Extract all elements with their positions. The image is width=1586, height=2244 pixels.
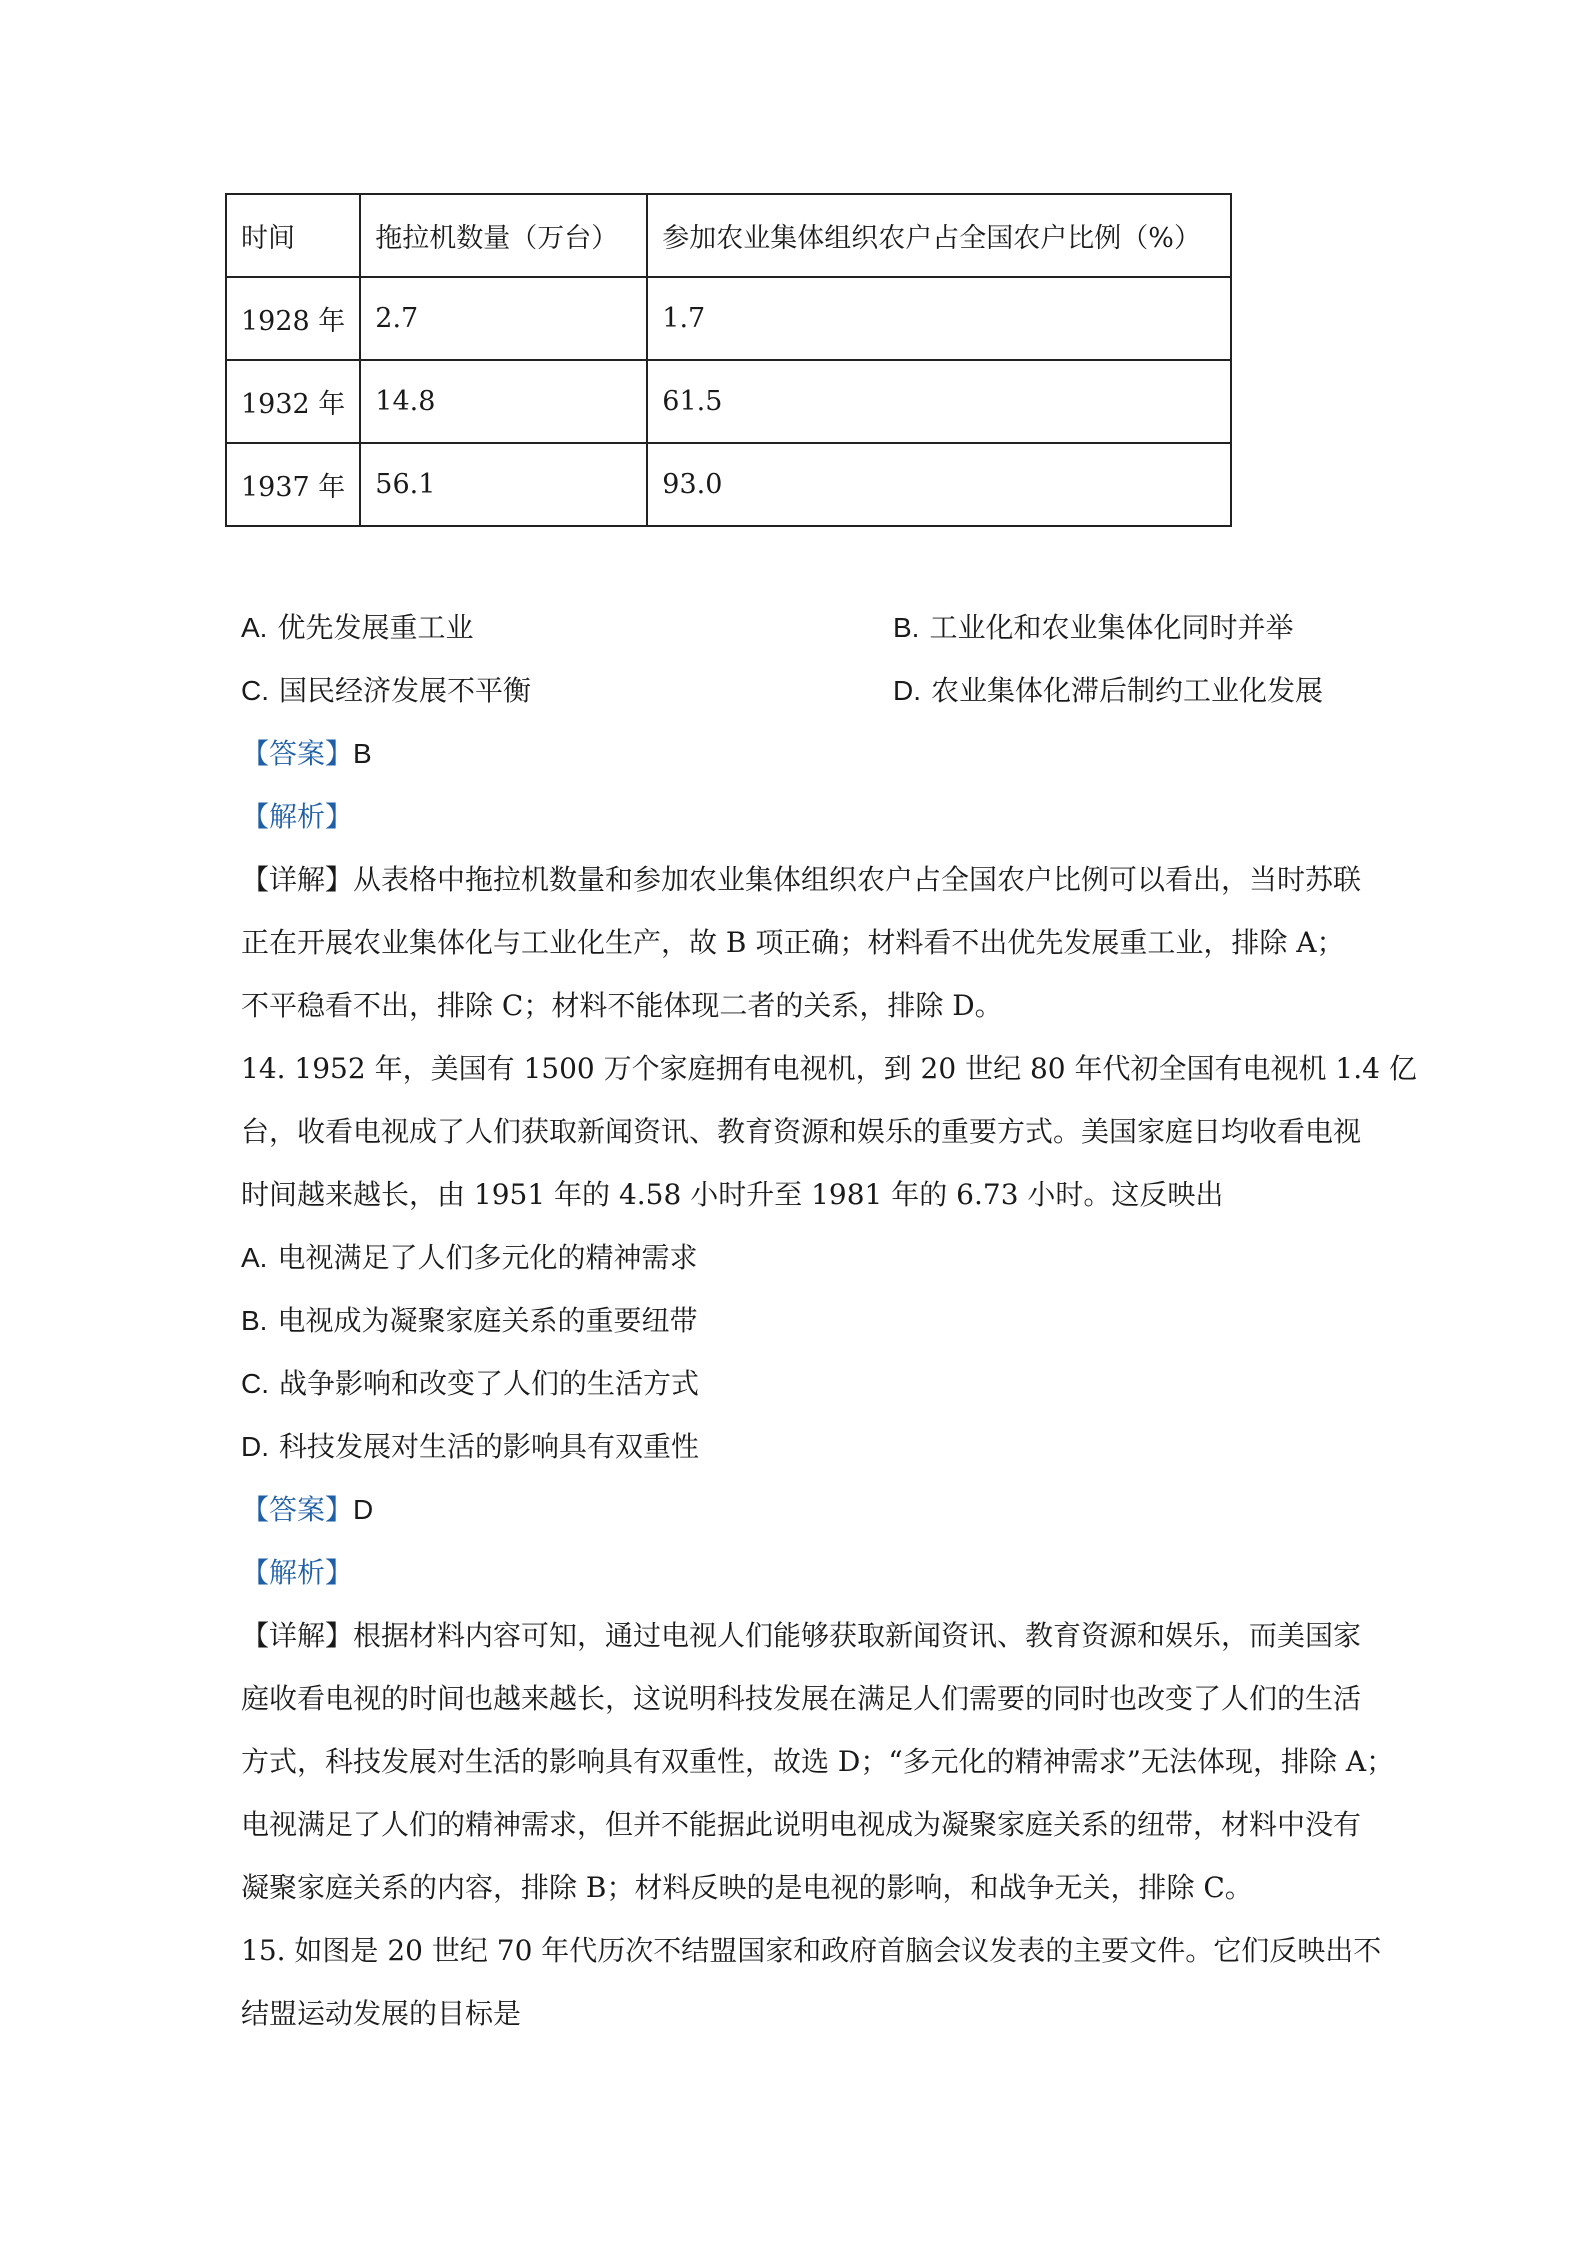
table-cell: 1928 年 [226, 277, 360, 360]
option-text: 电视满足了人们多元化的精神需求 [277, 1241, 698, 1274]
q14-stem-line: 台，收看电视成了人们获取新闻资讯、教育资源和娱乐的重要方式。美国家庭日均收看电视 [241, 1115, 1362, 1148]
q14-detail-line: 电视满足了人们的精神需求，但并不能据此说明电视成为凝聚家庭关系的纽带，材料中没有 [241, 1808, 1362, 1841]
q15-stem-line: 15. 如图是 20 世纪 70 年代历次不结盟国家和政府首脑会议发表的主要文件。它们反映出不 [241, 1934, 1382, 1967]
analysis-tag: 【解析】 [241, 800, 354, 833]
option-text: 科技发展对生活的影响具有双重性 [279, 1430, 700, 1463]
q14-detail-line: 方式，科技发展对生活的影响具有双重性，故选 D；“多元化的精神需求”无法体现，排除 A； [241, 1745, 1395, 1778]
q15-stem-line: 结盟运动发展的目标是 [241, 1997, 522, 2030]
q13-option-b [893, 608, 1293, 648]
q13-option-c [241, 671, 531, 711]
q14-answer [241, 1490, 373, 1530]
table-cell: 1932 年 [226, 360, 360, 443]
q14-detail-line: 庭收看电视的时间也越来越长，这说明科技发展在满足人们需要的同时也改变了人们的生活 [241, 1682, 1362, 1715]
table-row [226, 360, 1231, 443]
q13-detail-line: 【详解】从表格中拖拉机数量和参加农业集体组织农户占全国农户比例可以看出，当时苏联 [241, 863, 1362, 896]
q14-detail-line: 凝聚家庭关系的内容，排除 B；材料反映的是电视的影响，和战争无关，排除 C。 [241, 1871, 1253, 1904]
tractor-collectivization-table [225, 193, 1232, 527]
answer-tag: 【答案】 [241, 1493, 354, 1526]
table-header-cell: 参加农业集体组织农户占全国农户比例（%） [647, 194, 1231, 277]
q14-option-c [241, 1364, 699, 1404]
q14-stem-line: 时间越来越长，由 1951 年的 4.58 小时升至 1981 年的 6.73 小时。这反映出 [241, 1178, 1224, 1211]
q14-option-d [241, 1427, 699, 1467]
table-cell: 93.0 [647, 443, 1231, 526]
q13-detail-line: 正在开展农业集体化与工业化生产，故 B 项正确；材料看不出优先发展重工业，排除 A； [241, 926, 1345, 959]
answer-value: D [353, 1494, 374, 1525]
table-cell: 1.7 [647, 277, 1231, 360]
q13-option-a [241, 608, 473, 648]
option-text: 优先发展重工业 [277, 611, 474, 644]
q14-stem-line: 14. 1952 年，美国有 1500 万个家庭拥有电视机，到 20 世纪 80 年代初全国有电视机 1.4 亿 [241, 1052, 1417, 1085]
table-cell: 56.1 [360, 443, 647, 526]
option-label: A. [241, 612, 268, 643]
answer-value: B [353, 738, 372, 769]
option-label: D. [893, 675, 921, 706]
table-header-cell: 拖拉机数量（万台） [360, 194, 647, 277]
option-text: 战争影响和改变了人们的生活方式 [279, 1367, 700, 1400]
table-header-cell: 时间 [226, 194, 360, 277]
q13-detail-line: 不平稳看不出，排除 C；材料不能体现二者的关系，排除 D。 [241, 989, 1003, 1022]
option-label: A. [241, 1242, 268, 1273]
option-text: 工业化和农业集体化同时并举 [929, 611, 1294, 644]
q13-answer [241, 734, 372, 774]
option-label: B. [893, 612, 920, 643]
option-label: C. [241, 675, 269, 706]
option-label: D. [241, 1431, 269, 1462]
table-row [226, 443, 1231, 526]
q14-option-a [241, 1238, 697, 1278]
q14-analysis-tag [241, 1553, 353, 1593]
table-cell: 61.5 [647, 360, 1231, 443]
table-cell: 1937 年 [226, 443, 360, 526]
option-text: 电视成为凝聚家庭关系的重要纽带 [277, 1304, 698, 1337]
option-label: B. [241, 1305, 268, 1336]
q14-option-b [241, 1301, 697, 1341]
q13-option-d [893, 671, 1323, 711]
option-label: C. [241, 1368, 269, 1399]
table-cell: 14.8 [360, 360, 647, 443]
table-row [226, 277, 1231, 360]
table-cell: 2.7 [360, 277, 647, 360]
analysis-tag: 【解析】 [241, 1556, 354, 1589]
option-text: 国民经济发展不平衡 [279, 674, 532, 707]
answer-tag: 【答案】 [241, 737, 354, 770]
q14-detail-line: 【详解】根据材料内容可知，通过电视人们能够获取新闻资讯、教育资源和娱乐，而美国家 [241, 1619, 1362, 1652]
q13-analysis-tag [241, 797, 353, 837]
option-text: 农业集体化滞后制约工业化发展 [931, 674, 1324, 707]
table-header-row [226, 194, 1231, 277]
